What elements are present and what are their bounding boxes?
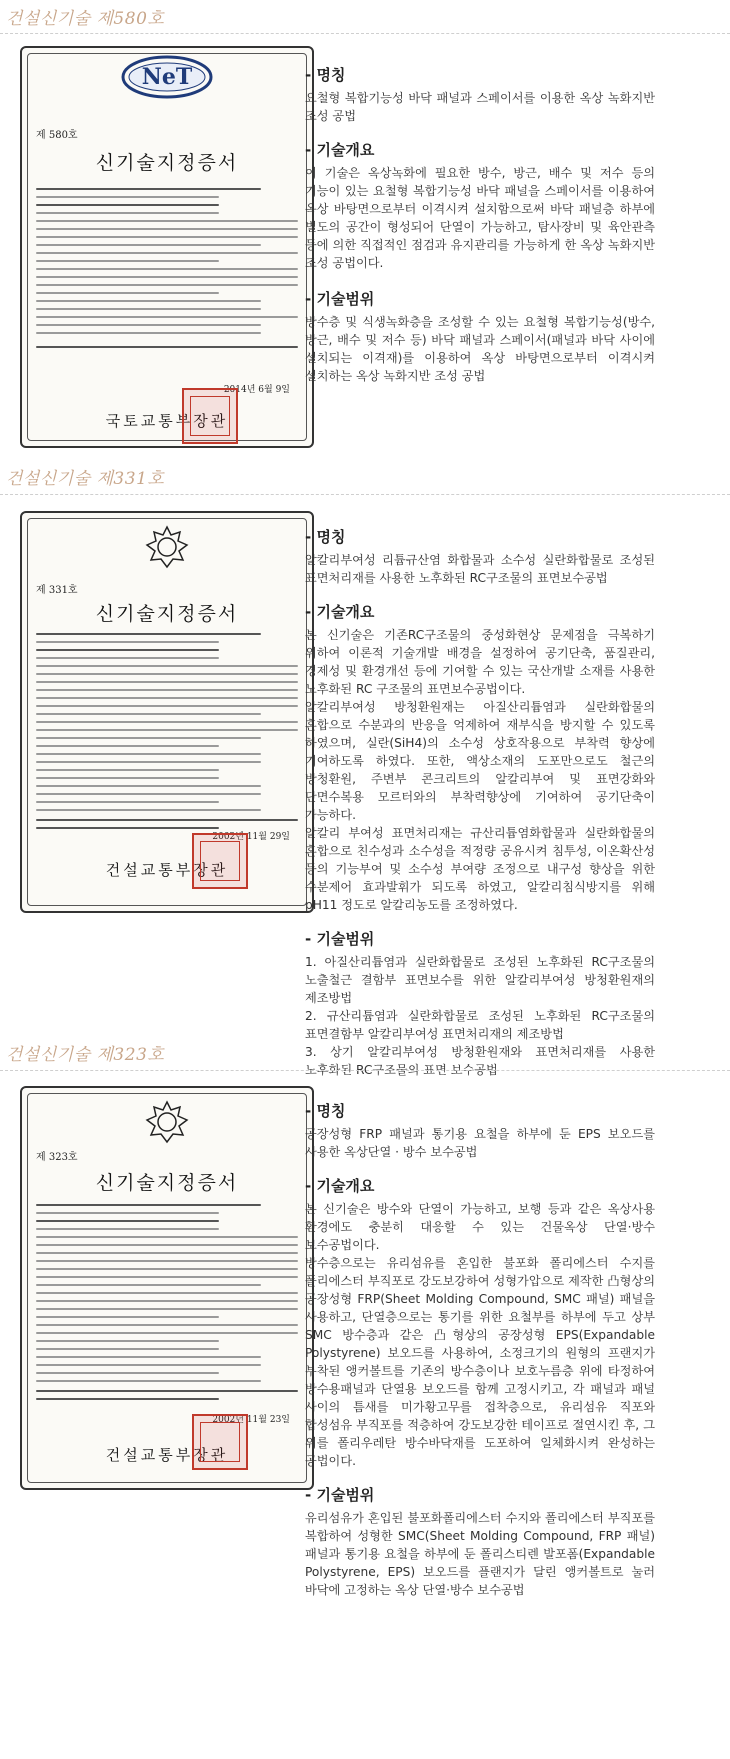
section-header: 건설신기술 제580호 [6, 9, 165, 29]
section-divider [0, 33, 730, 34]
scope-text: 유리섬유가 혼입된 불포화폴리에스터 수지와 폴리에스터 부직포를 복합하여 성형한 SMC(Sheet Molding Compound, FRP 패널) 패널과 통기용 요철을 하부에 둔 폴리스티렌 발포폼(Expandable Polystyrene, EPS) 보오드를 플랜지가 달린 앵커볼트로 눌러 바닥에 고정하는 옥상 단열·방수 보수공법 [305, 1511, 655, 1597]
certificate-ministry: 건설교통부장관 [105, 861, 229, 879]
certificate-title: 신기술지정증서 [95, 1172, 239, 1194]
government-emblem-icon [145, 1100, 189, 1148]
certificate-date: 2014년 6월 9일 [223, 385, 290, 395]
section-text [305, 1100, 655, 1599]
certificate-image [20, 511, 314, 913]
scope-heading: - 기술범위 [305, 930, 375, 948]
certificate-number: 제 331호 [36, 585, 78, 596]
certificate-body [36, 633, 298, 835]
certificate-date: 2002년 11월 23일 [212, 1415, 290, 1425]
scope-text: 방수층 및 식생녹화층을 조성할 수 있는 요철형 복합기능성(방수, 방근, 배수 및 저수 등) 바닥 패널과 스페이서(패널과 바닥 사이에 설치되는 이격재)를 이용하여 옥상 바탕면으로부터 이격시켜 설치하는 옥상 녹화지반 조성 공법 [305, 315, 655, 383]
summary-heading: - 기술개요 [305, 141, 375, 159]
summary-text: 본 신기술은 방수와 단열이 가능하고, 보행 등과 같은 옥상사용 환경에도 충분히 대응할 수 있는 건물옥상 단열·방수 보수공법이다. 방수층으로는 유리섬유를 혼입한 불포화 폴리에스터 수지를 폴리에스터 부직포로 강도보강하여 성형가압으로 제작한 凸형상의 공장성형 FRP(Sheet Molding Compound, SMC 패널) 패널을 사용하고, 단열층으로는 통기를 위한 요철부를 하부에 두고 상부 SMC 방수층과 같은 凸형상의 공장성형 EPS(Expandable Polystyrene) 보오드를 사용하여, 소정크기의 원형의 프랜지가 부착된 앵커볼트를 기존의 방수층이나 보호누름층 위에 타정하여 방수용패널과 단열용 보오드를 함께 고정시키고, 각 패널과 패널 사이의 틈새를 미가황고무를 접착층으로, 유리섬유 직포와 합성섬유 부직포를 적층하여 강도보강한 테이프로 절연시킨 후, 그 위를 폴리우레탄 방수바닥재를 도포하여 일체화시켜 완성하는 공법이다. [305, 1202, 655, 1468]
summary-text: 본 신기술은 기존RC구조물의 중성화현상 문제점을 극복하기 위하여 이론적 기술개발 배경을 설정하여 공기단축, 품질관리, 경제성 및 환경개선 등에 기여할 수 있는 국산개발 소재를 사용한 노후화된 RC 구조물의 표면보수공법이다. 알칼리부여성 방청환원재는 아질산리튬염과 실란화합물의 혼합으로 수분과의 반응을 억제하여 재부식을 방지할 수 있도록 하였으며, 실란(SiH4)의 소수성 상호작용으로 부착력 향상에 기여하도록 하였다. 또한, 액상소재의 도포만으로도 철근의 방청환원, 주변부 콘크리트의 알칼리부여 및 표면강화와 단면수복용 모르터와의 부착력향상에 기여하여 공기단축이 가능하다. 알칼리 부여성 표면처리재는 규산리튬염화합물과 실란화합물의 혼합으로 친수성과 소수성을 적정량 공유시켜 침투성, 이온확산성 등의 기능부여 및 소수성 부여량 조정으로 내구성 향상을 위한 수분제어 효과발휘가 되도록 하였고, 알칼리침식방지를 위해 pH11 정도로 알칼리농도를 조정하였다. [305, 628, 655, 912]
name-heading: - 명칭 [305, 528, 346, 546]
official-seal-icon [192, 833, 248, 889]
official-seal-icon [192, 1414, 248, 1470]
name-heading: - 명칭 [305, 66, 346, 84]
section-header: 건설신기술 제323호 [6, 1045, 165, 1065]
section-divider [0, 494, 730, 495]
certificate-ministry: 국토교통부장관 [105, 412, 229, 430]
certificate-title: 신기술지정증서 [95, 603, 239, 625]
name-text: 알칼리부여성 리튬규산염 화합물과 소수성 실란화합물로 조성된 표면처리재를 사용한 노후화된 RC구조물의 표면보수공법 [305, 553, 655, 585]
certificate-image [20, 1086, 314, 1490]
section-header: 건설신기술 제331호 [6, 469, 165, 489]
name-heading: - 명칭 [305, 1102, 346, 1120]
summary-text: 이 기술은 옥상녹화에 필요한 방수, 방근, 배수 및 저수 등의 기능이 있는 요철형 복합기능성 바닥 패널을 스페이서를 이용하여 옥상 바탕면으로부터 이격시켜 설치함으로써 바닥 패널층 하부에 별도의 공간이 형성되어 단열이 가능하고, 탐사장비 및 육안관측 등에 의한 직접적인 점검과 유지관리를 가능하게 한 옥상 녹화지반 조성 공법이다. [305, 166, 655, 270]
section-text [305, 64, 655, 385]
certificate-title: 신기술지정증서 [95, 152, 239, 174]
certificate-number: 제 580호 [36, 130, 78, 141]
scope-heading: - 기술범위 [305, 1486, 375, 1504]
scope-text: 1. 아질산리튬염과 실란화합물로 조성된 노후화된 RC구조물의 노출철근 결함부 표면보수를 위한 알칼리부여성 방청환원재의 제조방법 2. 규산리튬염과 실란화합물로 조성된 노후화된 RC구조물의 표면결함부 알칼리부여성 표면처리재의 제조방법 3. 상기 알칼리부여성 방청환원재와 표면처리재를 사용한 노후화된 RC구조물의 표면 보수공법 [305, 955, 655, 1077]
svg-text:NeT: NeT [141, 64, 193, 90]
government-emblem-icon [145, 525, 189, 573]
net-logo-icon [119, 52, 215, 106]
certificate-image [20, 46, 314, 448]
certificate-ministry: 건설교통부장관 [105, 1446, 229, 1464]
section-text [305, 526, 655, 1079]
certificate-number: 제 323호 [36, 1152, 78, 1163]
official-seal-icon [182, 388, 238, 444]
name-text: 공장성형 FRP 패널과 통기용 요철을 하부에 둔 EPS 보오드를 사용한 옥상단열 · 방수 보수공법 [305, 1127, 655, 1159]
section-divider [0, 1070, 730, 1071]
certificate-body [36, 1204, 298, 1406]
certificate-body [36, 188, 298, 354]
certificate-date: 2002년 11월 29일 [212, 832, 290, 842]
name-text: 요철형 복합기능성 바닥 패널과 스페이서를 이용한 옥상 녹화지반 조성 공법 [305, 91, 655, 123]
scope-heading: - 기술범위 [305, 290, 375, 308]
summary-heading: - 기술개요 [305, 603, 375, 621]
summary-heading: - 기술개요 [305, 1177, 375, 1195]
